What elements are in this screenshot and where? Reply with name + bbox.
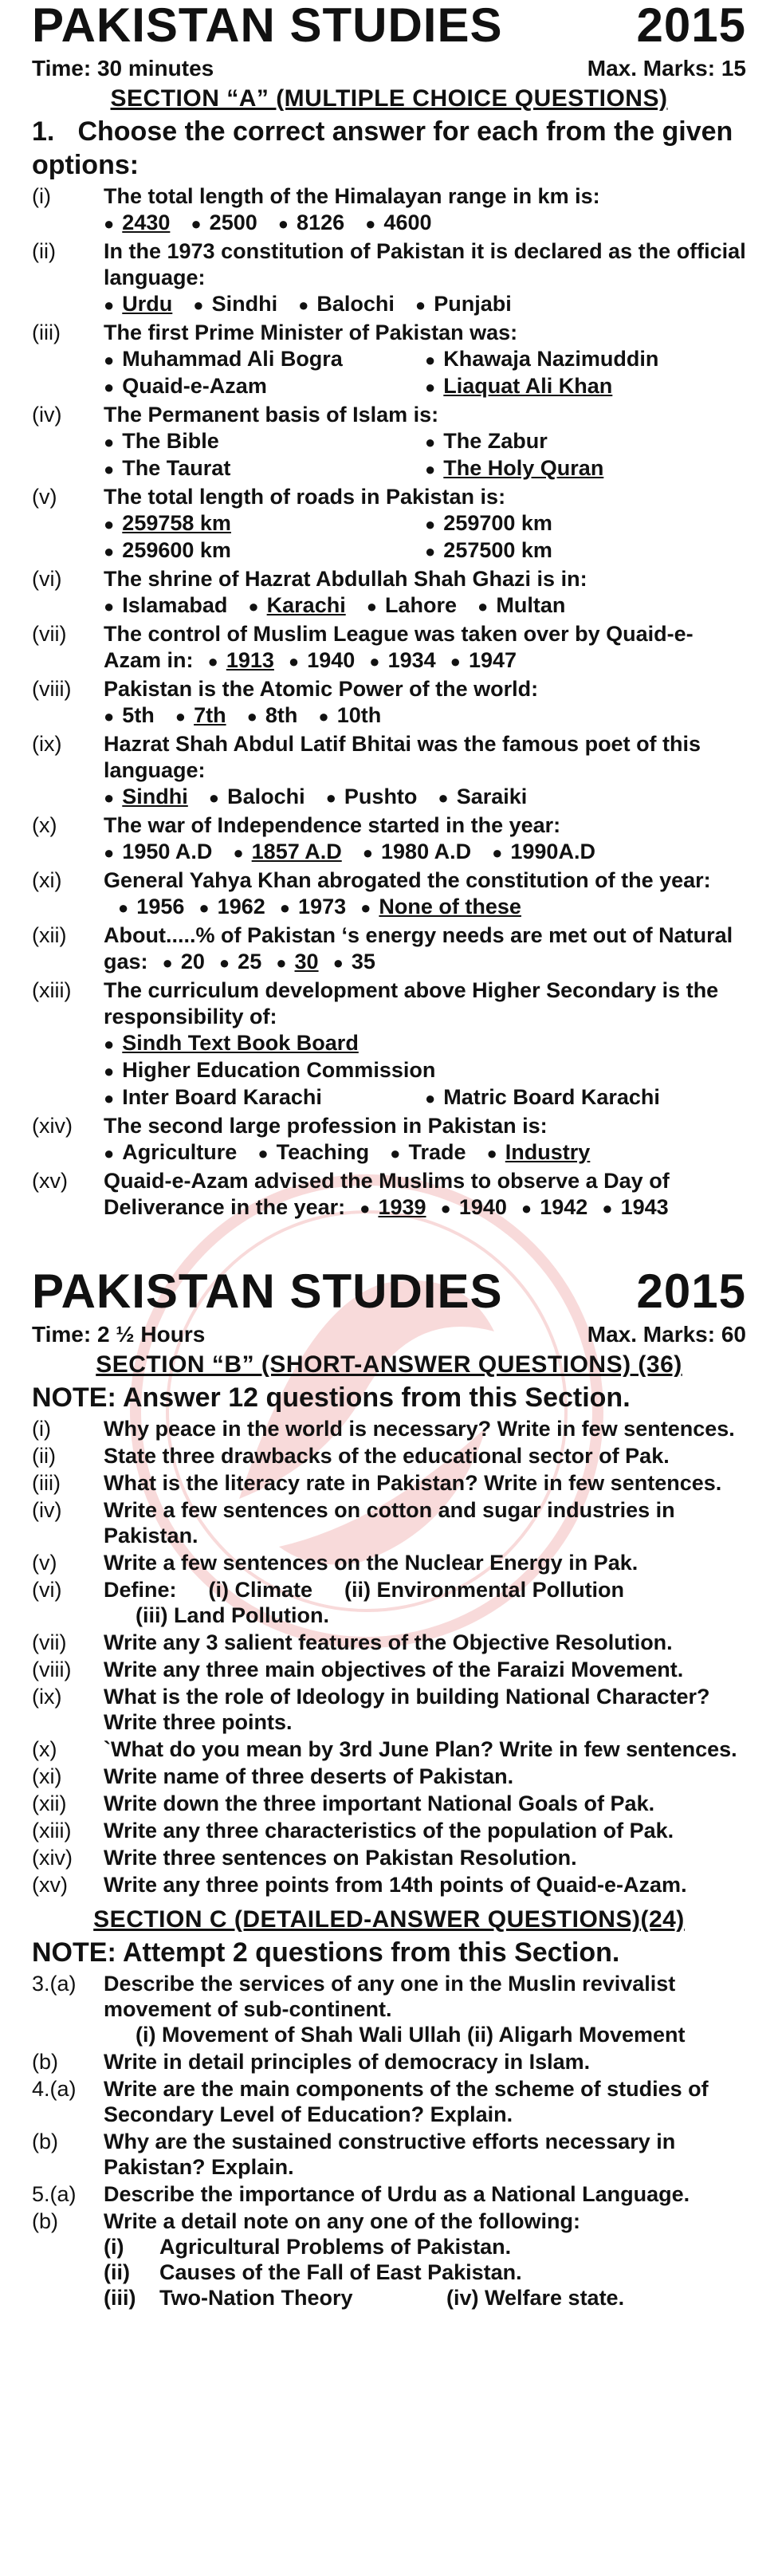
question-number: (viii): [32, 677, 72, 701]
answer-option-correct: [425, 373, 746, 400]
bullet-icon: ●: [104, 350, 115, 370]
long-question-list: [32, 1971, 746, 2311]
section-a-title-row: [32, 0, 746, 51]
bullet-icon: ●: [425, 1088, 436, 1108]
question-text: The shrine of Hazrat Abdullah Shah Ghazi is in:: [104, 567, 587, 591]
section-a-instruction: [32, 115, 746, 182]
question-number: (vii): [32, 622, 67, 646]
answer-option: [163, 949, 205, 976]
bullet-icon: ●: [288, 651, 300, 671]
answer-option: [425, 346, 746, 373]
paper-content: [32, 0, 746, 2311]
short-question: (xv) Write any three points from 14th points of Quaid-e-Azam.: [32, 1873, 687, 1897]
option-label: Sindhi: [122, 785, 188, 808]
option-label: 1940: [307, 648, 356, 672]
answer-option: [219, 949, 261, 976]
option-label: Balochi: [227, 785, 305, 808]
bullet-icon: ●: [233, 843, 244, 863]
answer-option-correct: [104, 1030, 746, 1057]
question-text: About.....% of Pakistan ‘s energy needs are met out of Natural gas:: [104, 923, 733, 973]
short-question: (xiv) Write three sentences on Pakistan Resolution.: [32, 1846, 577, 1870]
bullet-icon: ●: [521, 1198, 532, 1218]
bullet-icon: ●: [104, 788, 115, 808]
option-label: Matric Board Karachi: [443, 1085, 660, 1109]
answer-options: [104, 839, 746, 866]
question-number: (ix): [32, 732, 62, 756]
option-label: 1962: [217, 895, 265, 918]
q5b-sub-list: [104, 2234, 746, 2311]
bullet-icon: ●: [218, 953, 230, 973]
answer-option-correct: [248, 592, 345, 619]
short-question: (viii) Write any three main objectives of the Faraizi Movement.: [32, 1658, 684, 1681]
bullet-icon: ●: [104, 214, 115, 234]
answer-option: [425, 1084, 746, 1111]
option-label: None of these: [379, 895, 521, 918]
answer-option: [104, 537, 425, 564]
answer-option: [193, 291, 277, 318]
question-number: (xii): [32, 923, 67, 947]
short-question: (iii) What is the literacy rate in Pakistan? Write in few sentences.: [32, 1471, 722, 1495]
bullet-icon: ●: [207, 651, 218, 671]
answer-option: [367, 592, 457, 619]
long-question-4a: 4.(a) Write are the main components of the scheme of studies of Secondary Level of Education? Explain.: [32, 2077, 709, 2126]
mcq-question: [32, 238, 746, 318]
option-label: Muhammad Ali Bogra: [122, 347, 343, 371]
section-b-heading: SECTION “B” (SHORT-ANSWER QUESTIONS) (36): [96, 1351, 682, 1378]
bullet-icon: ●: [104, 459, 115, 479]
bullet-icon: ●: [104, 514, 115, 534]
option-label: 4600: [383, 210, 432, 234]
answer-options: [104, 510, 746, 564]
bullet-icon: ●: [104, 541, 115, 561]
long-question-3a: 3.(a) Describe the services of any one in the Muslin revivalist movement of sub-continent. (i) Movement of Shah Wali Ullah (ii) Aligarh Movement: [32, 1971, 746, 2047]
answer-options: [104, 702, 746, 730]
option-label: 1990A.D: [510, 840, 595, 863]
option-label: 259758 km: [122, 511, 231, 535]
answer-options: [360, 1194, 669, 1221]
answer-option: [425, 428, 746, 455]
long-question-5b: (b) Write a detail note on any one of the following:: [32, 2209, 581, 2233]
bullet-icon: ●: [248, 596, 259, 616]
option-label: Sindhi: [211, 292, 278, 316]
answer-option-correct: [104, 784, 188, 811]
section-a-time: Time: 30 minutes: [32, 56, 214, 81]
mcq-question: [32, 1113, 746, 1166]
answer-option-correct: [360, 894, 521, 921]
option-label: 1913: [226, 648, 274, 672]
bullet-icon: ●: [279, 898, 291, 918]
mcq-question: [32, 183, 746, 237]
option-label: Sindh Text Book Board: [122, 1031, 359, 1055]
bullet-icon: ●: [298, 295, 309, 315]
question-number: (x): [32, 813, 57, 837]
bullet-icon: ●: [477, 596, 489, 616]
bullet-icon: ●: [360, 898, 371, 918]
option-label: 1947: [468, 648, 517, 672]
option-label: Multan: [496, 593, 566, 617]
short-question: (iv) Write a few sentences on cotton and sugar industries in Pakistan.: [32, 1498, 675, 1548]
option-label: 5th: [122, 703, 155, 727]
answer-option-correct: [360, 1194, 426, 1221]
short-question: (ii) State three drawbacks of the educational sector of Pak.: [32, 1444, 670, 1468]
option-label: 1943: [620, 1195, 669, 1219]
option-label: 1950 A.D: [122, 840, 213, 863]
bullet-icon: ●: [104, 706, 115, 726]
answer-options: [163, 949, 375, 976]
bullet-icon: ●: [198, 898, 210, 918]
option-label: 1857 A.D: [251, 840, 342, 863]
bullet-icon: ●: [104, 1143, 115, 1163]
bullet-icon: ●: [332, 953, 344, 973]
option-label: Islamabad: [122, 593, 228, 617]
define-item-ii: (ii) Environmental Pollution: [344, 1578, 625, 1602]
answer-option-correct: [487, 1139, 591, 1166]
answer-option: [441, 1194, 507, 1221]
question-text: General Yahya Khan abrogated the constitution of the year:: [104, 868, 711, 892]
answer-option: [209, 784, 305, 811]
option-label: 10th: [336, 703, 382, 727]
section-c-note: NOTE: Attempt 2 questions from this Section.: [32, 1937, 620, 1968]
option-label: 35: [351, 950, 375, 973]
option-label: 20: [180, 950, 205, 973]
q3a-options: (i) Movement of Shah Wali Ullah (ii) Aligarh Movement: [136, 2023, 686, 2047]
bullet-icon: ●: [175, 706, 187, 726]
question-text: In the 1973 constitution of Pakistan it is declared as the official language:: [104, 239, 746, 289]
answer-option: [278, 210, 344, 237]
answer-option: [318, 702, 381, 730]
mcq-list: [32, 183, 746, 1221]
question-number: (xi): [32, 868, 62, 892]
answer-option-correct: [175, 702, 226, 730]
answer-option: [363, 839, 471, 866]
bullet-icon: ●: [276, 953, 287, 973]
answer-option: [104, 346, 425, 373]
answer-option: [298, 291, 395, 318]
option-label: Lahore: [385, 593, 458, 617]
mcq-question: [32, 812, 746, 866]
question-text: The second large profession in Pakistan is:: [104, 1114, 548, 1138]
bullet-icon: ●: [162, 953, 173, 973]
answer-option: [326, 784, 418, 811]
bullet-icon: ●: [425, 350, 436, 370]
answer-option: [289, 647, 355, 674]
instruction-text: Choose the correct answer for each from the given options:: [32, 116, 733, 180]
bullet-icon: ●: [118, 898, 129, 918]
section-a-heading: SECTION “A” (MULTIPLE CHOICE QUESTIONS): [110, 85, 668, 112]
question-number: (iii): [32, 321, 61, 344]
option-label: The Bible: [122, 429, 219, 453]
question-text: The Permanent basis of Islam is:: [104, 403, 439, 427]
bullet-icon: ●: [425, 459, 436, 479]
short-question: (xii) Write down the three important National Goals of Pak.: [32, 1791, 655, 1815]
bullet-icon: ●: [191, 214, 202, 234]
answer-options: [104, 291, 746, 318]
option-label: 1980 A.D: [381, 840, 472, 863]
option-label: Balochi: [316, 292, 395, 316]
q5b-item: (ii) Causes of the Fall of East Pakistan.: [104, 2260, 522, 2284]
option-label: 2500: [209, 210, 257, 234]
answer-option: [257, 1139, 369, 1166]
mcq-question: [32, 731, 746, 811]
bullet-icon: ●: [277, 214, 289, 234]
short-question: (xiii) Write any three characteristics of the population of Pak.: [32, 1819, 674, 1843]
q5b-item: (iii) Two-Nation Theory (iv) Welfare state.: [104, 2286, 625, 2310]
answer-options: [104, 592, 746, 619]
answer-option: [492, 839, 595, 866]
option-label: 2430: [122, 210, 171, 234]
answer-option: [104, 1057, 746, 1084]
option-label: The Zabur: [443, 429, 548, 453]
option-label: 1940: [458, 1195, 507, 1219]
question-text: The first Prime Minister of Pakistan was:: [104, 321, 518, 344]
answer-options: [104, 428, 746, 482]
long-question-5a: 5.(a) Describe the importance of Urdu as a National Language.: [32, 2182, 690, 2206]
answer-option-correct: [104, 210, 170, 237]
bullet-icon: ●: [425, 432, 436, 452]
answer-option: [118, 894, 184, 921]
question-number: (ii): [32, 239, 56, 263]
section-b-time: Time: 2 ½ Hours: [32, 1322, 206, 1347]
answer-option: [438, 784, 527, 811]
section-a-year: 2015: [636, 0, 746, 52]
answer-option: [104, 1084, 425, 1111]
answer-option-correct: [276, 949, 318, 976]
option-label: 1973: [298, 895, 347, 918]
bullet-icon: ●: [438, 788, 449, 808]
option-label: 1956: [136, 895, 185, 918]
bullet-icon: ●: [440, 1198, 451, 1218]
question-number: (iv): [32, 403, 62, 427]
mcq-question: [32, 922, 746, 976]
answer-option: [104, 702, 155, 730]
answer-options: [104, 1139, 746, 1166]
mcq-question: [32, 1168, 746, 1221]
answer-option: [280, 894, 346, 921]
short-question: (x) `What do you mean by 3rd June Plan? Write in few sentences.: [32, 1737, 737, 1761]
question-text: The curriculum development above Higher Secondary is the responsibility of:: [104, 978, 719, 1028]
bullet-icon: ●: [492, 843, 503, 863]
bullet-icon: ●: [486, 1143, 497, 1163]
section-b-year: 2015: [636, 1264, 746, 1318]
bullet-icon: ●: [415, 295, 426, 315]
option-label: Karachi: [266, 593, 346, 617]
bullet-icon: ●: [104, 596, 115, 616]
option-label: 7th: [194, 703, 226, 727]
answer-option: [104, 592, 227, 619]
question-text: Quaid-e-Azam advised the Muslims to observe a Day of Deliverance in the year:: [104, 1169, 670, 1219]
section-c-heading: SECTION C (DETAILED-ANSWER QUESTIONS)(24): [93, 1906, 685, 1933]
section-a-marks: Max. Marks: 15: [587, 56, 746, 81]
question-text: The war of Independence started in the year:: [104, 813, 561, 837]
answer-option: [450, 647, 517, 674]
mcq-question: [32, 867, 746, 921]
short-question-define: (vi) Define: (i) Climate (ii) Environmental Pollution (iii) Land Pollution.: [32, 1577, 746, 1628]
answer-option: [425, 510, 746, 537]
option-label: Khawaja Nazimuddin: [443, 347, 659, 371]
answer-options: [118, 894, 521, 921]
section-a-title: PAKISTAN STUDIES: [32, 0, 503, 52]
question-number: (xiii): [32, 978, 72, 1002]
option-label: Quaid-e-Azam: [122, 374, 267, 398]
option-label: Trade: [408, 1140, 466, 1164]
option-label: 1942: [540, 1195, 588, 1219]
option-label: Liaquat Ali Khan: [443, 374, 613, 398]
long-question-4b: (b) Why are the sustained constructive efforts necessary in Pakistan? Explain.: [32, 2130, 676, 2179]
question-text: Hazrat Shah Abdul Latif Bhitai was the famous poet of this language:: [104, 732, 701, 782]
option-label: Agriculture: [122, 1140, 238, 1164]
short-question: (v) Write a few sentences on the Nuclear Energy in Pak.: [32, 1551, 639, 1575]
option-label: 8th: [265, 703, 298, 727]
answer-option: [191, 210, 257, 237]
bullet-icon: ●: [602, 1198, 613, 1218]
answer-option: [198, 894, 265, 921]
bullet-icon: ●: [104, 1088, 115, 1108]
option-label: 1934: [387, 648, 436, 672]
option-label: Teaching: [276, 1140, 370, 1164]
section-b-marks: Max. Marks: 60: [587, 1322, 746, 1347]
answer-option-correct: [104, 510, 425, 537]
option-label: Punjabi: [434, 292, 512, 316]
section-a-meta: [32, 54, 746, 83]
mcq-question: [32, 320, 746, 400]
option-label: The Holy Quran: [443, 456, 604, 480]
option-label: The Taurat: [122, 456, 231, 480]
question-text: The control of Muslim League was taken over by Quaid-e-Azam in:: [104, 622, 694, 672]
answer-option-correct: [233, 839, 341, 866]
bullet-icon: ●: [208, 788, 220, 808]
section-b-title-row: [32, 1266, 746, 1317]
question-text: The total length of roads in Pakistan is:: [104, 485, 506, 509]
answer-option-correct: [104, 291, 172, 318]
short-question: (xi) Write name of three deserts of Pakistan.: [32, 1764, 514, 1788]
short-question: (i) Why peace in the world is necessary? Write in few sentences.: [32, 1417, 735, 1441]
bullet-icon: ●: [365, 214, 376, 234]
answer-option-correct: [425, 455, 746, 482]
bullet-icon: ●: [104, 843, 115, 863]
short-question: (ix) What is the role of Ideology in building National Character? Write three points.: [32, 1685, 710, 1734]
answer-option: [104, 839, 212, 866]
answer-option: [104, 373, 425, 400]
option-label: Saraiki: [456, 785, 528, 808]
mcq-question: [32, 621, 746, 674]
answer-option: [477, 592, 565, 619]
answer-options: [104, 784, 746, 811]
bullet-icon: ●: [104, 377, 115, 397]
answer-option: [365, 210, 431, 237]
mcq-question: [32, 484, 746, 564]
answer-option: [333, 949, 375, 976]
bullet-icon: ●: [360, 1198, 371, 1218]
bullet-icon: ●: [104, 295, 115, 315]
define-item-i: (i) Climate: [208, 1578, 313, 1602]
question-number: (vi): [32, 567, 62, 591]
define-label: Define:: [104, 1578, 177, 1602]
question-text: Pakistan is the Atomic Power of the world:: [104, 677, 539, 701]
answer-option: [425, 537, 746, 564]
question-number: (i): [32, 184, 51, 208]
answer-option: [369, 647, 435, 674]
answer-options: [104, 1030, 746, 1111]
bullet-icon: ●: [369, 651, 380, 671]
answer-options: [208, 647, 517, 674]
bullet-icon: ●: [362, 843, 374, 863]
bullet-icon: ●: [104, 1034, 115, 1054]
answer-option: [415, 291, 512, 318]
short-question-list: [32, 1416, 746, 1898]
instruction-number: 1.: [32, 116, 55, 147]
answer-option: [521, 1194, 587, 1221]
answer-option: [247, 702, 298, 730]
bullet-icon: ●: [193, 295, 204, 315]
option-label: 259600 km: [122, 538, 231, 562]
answer-options: [104, 210, 746, 237]
question-text: The total length of the Himalayan range in km is:: [104, 184, 600, 208]
bullet-icon: ●: [318, 706, 329, 726]
bullet-icon: ●: [390, 1143, 401, 1163]
mcq-question: [32, 566, 746, 619]
define-item-iii: (iii) Land Pollution.: [136, 1603, 329, 1627]
short-question: (vii) Write any 3 salient features of the Objective Resolution.: [32, 1630, 673, 1654]
answer-option: [104, 1139, 237, 1166]
option-label: 25: [238, 950, 262, 973]
option-label: 259700 km: [443, 511, 552, 535]
bullet-icon: ●: [450, 651, 461, 671]
option-label: Pushto: [344, 785, 418, 808]
answer-option-correct: [208, 647, 274, 674]
option-label: 30: [294, 950, 319, 973]
section-b-meta: [32, 1320, 746, 1349]
option-label: Industry: [505, 1140, 591, 1164]
bullet-icon: ●: [104, 432, 115, 452]
answer-option: [104, 428, 425, 455]
option-label: Higher Education Commission: [122, 1058, 436, 1082]
mcq-question: [32, 402, 746, 482]
bullet-icon: ●: [425, 514, 436, 534]
option-label: 257500 km: [443, 538, 552, 562]
answer-option: [602, 1194, 668, 1221]
bullet-icon: ●: [366, 596, 378, 616]
option-label: 8126: [297, 210, 345, 234]
question-number: (xiv): [32, 1114, 73, 1138]
long-question-3b: (b) Write in detail principles of democracy in Islam.: [32, 2050, 591, 2074]
bullet-icon: ●: [425, 541, 436, 561]
option-label: 1939: [378, 1195, 426, 1219]
mcq-question: [32, 977, 746, 1111]
bullet-icon: ●: [325, 788, 336, 808]
q5b-item: (i) Agricultural Problems of Pakistan.: [104, 2235, 512, 2259]
answer-option: [104, 455, 425, 482]
answer-options: [104, 346, 746, 400]
question-number: (xv): [32, 1169, 68, 1193]
bullet-icon: ●: [425, 377, 436, 397]
bullet-icon: ●: [104, 1061, 115, 1081]
question-number: (v): [32, 485, 57, 509]
answer-option: [390, 1139, 466, 1166]
option-label: Urdu: [122, 292, 173, 316]
bullet-icon: ●: [257, 1143, 269, 1163]
section-b-title: PAKISTAN STUDIES: [32, 1264, 503, 1318]
option-label: Inter Board Karachi: [122, 1085, 322, 1109]
mcq-question: [32, 676, 746, 730]
bullet-icon: ●: [246, 706, 257, 726]
section-b-note: NOTE: Answer 12 questions from this Section.: [32, 1382, 631, 1413]
